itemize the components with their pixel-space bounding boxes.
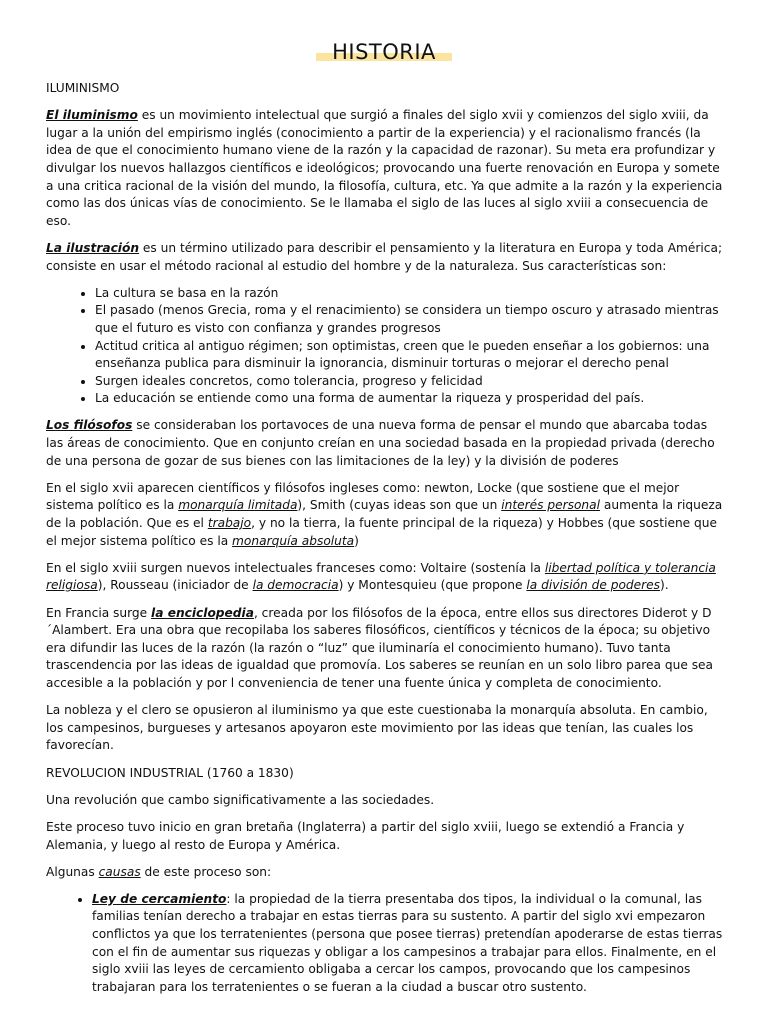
text-run: , creada por los filósofos de la época, entre ellos sus directores Diderot y D´Alambert. Era una obra que recopilaba los saberes filosóficos, científicos y técnicos de la época; su objetivo era difundir las luces de la razón (la razón o “luz” que iluminaría el conocimiento humano). Tuvo tanta trascendencia por las ideas de igualdad que promovía. Los saberes se reunían en un solo libro parea que sea accesible a la población y por l conveniencia de tener una fuente única y completa de conocimiento.: [46, 605, 714, 690]
underlined-term: causas: [98, 864, 141, 879]
paragraph-causas: [46, 864, 726, 882]
text-run: ).: [660, 578, 669, 593]
paragraph-ilustracion: [46, 240, 726, 275]
paragraph-siglo-xviii: [46, 560, 726, 595]
paragraph-siglo-xvii: [46, 480, 726, 550]
paragraph-revolucion-origen: Este proceso tuvo inicio en gran bretaña (Inglaterra) a partir del siglo xviii, luego se extendió a Francia y Alemania, y luego al resto de Europa y América.: [46, 819, 685, 852]
underlined-term: monarquía limitada: [178, 498, 298, 513]
term-ilustracion: La ilustración: [46, 240, 140, 255]
paragraph-nobleza: La nobleza y el clero se opusieron al iluminismo ya que este cuestionaba la monarquía absoluta. En cambio, los campesinos, burgueses y artesanos apoyaron este movimiento por las ideas que tenían, las cuales los favorecían.: [46, 703, 708, 753]
list-item: • La educación se entiende como una forma de aumentar la riqueza y prosperidad del país.: [95, 390, 726, 408]
list-item: [92, 891, 726, 997]
paragraph-text: es un término utilizado para describir el pensamiento y la literatura en Europa y toda América; consiste en usar el método racional al estudio del hombre y de la naturaleza. Sus características son:: [46, 240, 723, 273]
text-run: ) y Montesquieu (que propone: [338, 578, 527, 593]
text-run: aumenta la riqueza de la población. Que es el: [46, 498, 723, 531]
section-heading-revolucion: REVOLUCION INDUSTRIAL (1760 a 1830): [46, 765, 294, 780]
list-item: • El pasado (menos Grecia, roma y el renacimiento) se considera un tiempo oscuro y atrasado mientras que el futuro es visto con confianza y grandes progresos: [95, 302, 726, 337]
paragraph-filosofos: [46, 417, 726, 470]
paragraph-text: se consideraban los portavoces de una nueva forma de pensar el mundo que abarcaba todas las áreas de conocimiento. Que en conjunto creían en una sociedad basada en la propiedad privada (derecho de una persona de gozar de sus bienes con las limitaciones de la ley) y la división de poderes: [46, 418, 715, 468]
term-ley-cercamiento: Ley de cercamiento: [92, 891, 227, 906]
text-run: ): [354, 533, 359, 548]
text-run: Algunas: [46, 864, 99, 879]
list-item-text: : la propiedad de la tierra presentaba dos tipos, la individual o la comunal, las familias tenían derecho a trabajar en estas tierras para su sustento. A partir del siglo xvi empezaron conflictos ya que los terratenientes (persona que posee tierras) pretendían apoderarse de estas tierras con el fin de aumentar sus riquezas y obligar a los campesinos a trabajar para ellos. Finalmente, en el siglo xviii las leyes de cercamiento obligaba a cercar los campos, provocando que los campesinos trabajaran para los terratenientes o se fueran a la ciudad a buscar otro sustento.: [92, 891, 723, 994]
text-run: , y no la tierra, la fuente principal de la riqueza) y Hobbes (que sostiene que el mejor sistema político es la: [46, 516, 718, 548]
text-run: de este proceso son:: [140, 864, 272, 879]
underlined-term: libertad política y tolerancia religiosa: [46, 560, 716, 593]
term-enciclopedia: la enciclopedia: [151, 605, 254, 620]
underlined-term: la división de poderes: [526, 578, 661, 593]
page-title: HISTORIA: [316, 40, 452, 64]
text-run: En el siglo xvii aparecen científicos y filósofos ingleses como: newton, Locke (que sostiene que el mejor sistema político es la: [46, 480, 680, 513]
underlined-term: trabajo: [207, 516, 252, 531]
text-run: En el siglo xviii surgen nuevos intelectuales franceses como: Voltaire (sostenía la: [46, 560, 545, 575]
text-run: En Francia surge: [46, 605, 152, 620]
text-run: ), Rousseau (iniciador de: [97, 578, 253, 593]
term-filosofos: Los filósofos: [46, 418, 133, 433]
paragraph-revolucion-intro: Una revolución que cambo significativamente a las sociedades.: [46, 792, 435, 807]
paragraph-iluminismo: [46, 107, 726, 230]
text-run: ), Smith (cuyas ideas son que un: [297, 498, 502, 513]
list-item: • Surgen ideales concretos, como tolerancia, progreso y felicidad: [95, 373, 726, 391]
paragraph-enciclopedia: [46, 605, 726, 693]
underlined-term: interés personal: [501, 498, 600, 513]
section-heading-iluminismo: ILUMINISMO: [46, 81, 120, 95]
underlined-term: la democracia: [252, 578, 339, 593]
list-item: • La cultura se basa en la razón: [95, 285, 726, 303]
underlined-term: monarquía absoluta: [232, 533, 355, 548]
paragraph-text: es un movimiento intelectual que surgió a finales del siglo xvii y comienzos del siglo xviii, da lugar a la unión del empirismo inglés (conocimiento a partir de la experiencia) y el racionalismo francés (la idea de que el conocimiento humano viene de la razón y la capacidad de razonar). Su meta era profundizar y divulgar los nuevos hallazgos científicos e ideológicos; provocando una fuerte renovación en Europa y somete a una critica racional de la visión del mundo, la filosofía, cultura, etc. Ya que admite a la razón y la experiencia como las dos únicas vías de conocimiento. Se le llamaba el siglo de las luces al siglo xviii a consecuencia de eso.: [46, 108, 723, 228]
causes-list: [46, 891, 726, 997]
list-item: • Actitud critica al antiguo régimen; son optimistas, creen que le pueden enseñar a los gobiernos: una enseñanza publica para disminuir la ignorancia, disminuir torturas o mejorar el derecho penal: [95, 338, 726, 373]
title-container: [0, 40, 768, 64]
characteristics-list: [46, 285, 726, 408]
term-iluminismo: El iluminismo: [46, 108, 138, 123]
document-body: [46, 80, 726, 1006]
